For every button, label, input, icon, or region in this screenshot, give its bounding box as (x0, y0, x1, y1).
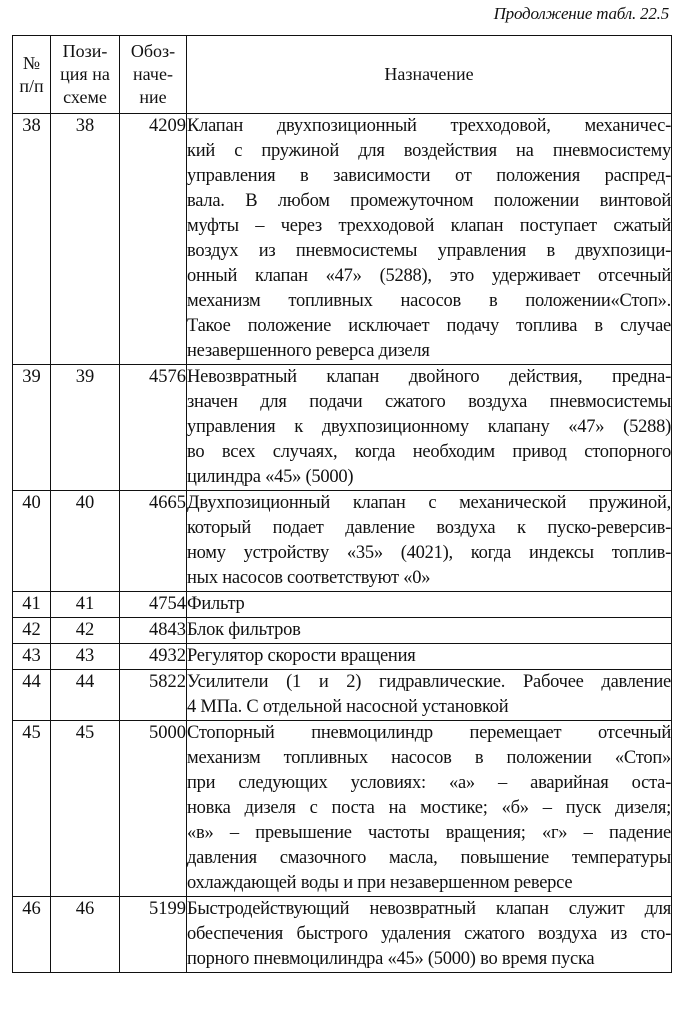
row-designation: 4209 (120, 114, 187, 365)
row-designation: 4754 (120, 592, 187, 618)
row-position: 44 (51, 670, 120, 721)
row-number: 44 (13, 670, 51, 721)
row-designation: 4665 (120, 491, 187, 592)
header-position-line: Пози- (62, 41, 108, 61)
table-row (13, 365, 672, 491)
table-row (13, 644, 672, 670)
purpose-line: Усилители (1 и 2) гидравлические. Рабочее давление (187, 672, 671, 692)
table-row (13, 618, 672, 644)
purpose-line: ному устройству «35» (4021), когда индексы топлив- (187, 543, 671, 563)
row-designation: 4843 (120, 618, 187, 644)
purpose-line: онный клапан «47» (5288), это удерживает отсечный (187, 266, 671, 286)
specification-table (12, 35, 672, 973)
purpose-line: вала. В любом промежуточном положении винтовой (187, 191, 671, 211)
purpose-line: управления в зависимости от положения распред- (187, 166, 671, 186)
row-purpose (187, 365, 672, 491)
header-designation-line: Обоз- (130, 41, 176, 61)
purpose-line: Невозвратный клапан двойного действия, предна- (187, 367, 671, 387)
purpose-line: Двухпозиционный клапан с механической пружиной, (187, 493, 671, 513)
row-purpose (187, 644, 672, 670)
row-number: 46 (13, 897, 51, 973)
row-position: 43 (51, 644, 120, 670)
header-position (51, 36, 120, 114)
row-position: 40 (51, 491, 120, 592)
table-row (13, 670, 672, 721)
row-position: 45 (51, 721, 120, 897)
purpose-line: цилиндра «45» (5000) (187, 467, 354, 487)
row-number: 40 (13, 491, 51, 592)
table-header-row (13, 36, 672, 114)
row-number: 39 (13, 365, 51, 491)
row-designation: 5199 (120, 897, 187, 973)
purpose-line: Клапан двухпозиционный трехходовой, механичес- (187, 116, 671, 136)
header-num (13, 36, 51, 114)
purpose-line: Блок фильтров (187, 620, 301, 640)
row-number: 38 (13, 114, 51, 365)
header-num-line: № (22, 52, 41, 73)
table-row (13, 114, 672, 365)
table-row (13, 897, 672, 973)
purpose-line: значен для подачи сжатого воздуха пневмосистемы (187, 392, 671, 412)
purpose-line: новка дизеля с поста на мостике; «б» – пуск дизеля; (187, 798, 671, 818)
purpose-line: Быстродействующий невозвратный клапан служит для (187, 899, 671, 919)
purpose-line: управления к двухпозиционному клапану «47» (5288) (187, 417, 671, 437)
header-designation (120, 36, 187, 114)
table-row (13, 592, 672, 618)
table-row (13, 721, 672, 897)
purpose-line: механизм топливных насосов в положении «Стоп» (187, 748, 671, 768)
row-purpose (187, 114, 672, 365)
row-number: 42 (13, 618, 51, 644)
row-purpose (187, 592, 672, 618)
purpose-line: ных насосов соответствуют «0» (187, 568, 431, 588)
purpose-line: кий с пружиной для воздействия на пневмосистему (187, 141, 671, 161)
row-designation: 5822 (120, 670, 187, 721)
purpose-line: 4 МПа. С отдельной насосной установкой (187, 697, 509, 717)
header-purpose: Назначение (187, 36, 672, 114)
header-position-line: ция на (60, 64, 110, 84)
row-purpose (187, 670, 672, 721)
row-number: 41 (13, 592, 51, 618)
purpose-line: механизм топливных насосов в положении«Стоп». (187, 291, 671, 311)
header-designation-line: ние (139, 87, 167, 107)
row-designation: 4932 (120, 644, 187, 670)
purpose-line: во всех случаях, когда необходим привод стопорного (187, 442, 671, 462)
purpose-line: охлаждающей воды и при незавершенном реверсе (187, 873, 573, 893)
purpose-line: порного пневмоцилиндра «45» (5000) во время пуска (187, 949, 595, 969)
row-designation: 4576 (120, 365, 187, 491)
row-number: 45 (13, 721, 51, 897)
purpose-line: муфты – через трехходовой клапан поступает сжатый (187, 216, 671, 236)
purpose-line: который подает давление воздуха к пуско-реверсив- (187, 518, 671, 538)
table-caption: Продолжение табл. 22.5 (493, 4, 669, 23)
header-num-line: п/п (19, 75, 44, 96)
purpose-line: при следующих условиях: «а» – аварийная оста- (187, 773, 671, 793)
row-number: 43 (13, 644, 51, 670)
purpose-line: незавершенного реверса дизеля (187, 341, 430, 361)
purpose-line: давления смазочного масла, повышение температуры (187, 848, 671, 868)
row-position: 41 (51, 592, 120, 618)
row-position: 39 (51, 365, 120, 491)
purpose-line: воздух из пневмосистемы управления в двухпозици- (187, 241, 671, 261)
row-designation: 5000 (120, 721, 187, 897)
table-body (13, 114, 672, 973)
purpose-line: Стопорный пневмоцилиндр перемещает отсечный (187, 723, 671, 743)
row-position: 42 (51, 618, 120, 644)
row-purpose (187, 491, 672, 592)
purpose-line: обеспечения быстрого удаления сжатого воздуха из сто- (187, 924, 671, 944)
header-position-line: схеме (63, 87, 107, 107)
purpose-line: Фильтр (187, 594, 245, 614)
purpose-line: «в» – превышение частоты вращения; «г» – падение (187, 823, 671, 843)
row-purpose (187, 897, 672, 973)
row-purpose (187, 618, 672, 644)
purpose-line: Регулятор скорости вращения (187, 646, 416, 666)
row-purpose (187, 721, 672, 897)
row-position: 38 (51, 114, 120, 365)
purpose-line: Такое положение исключает подачу топлива в случае (187, 316, 671, 336)
table-row (13, 491, 672, 592)
row-position: 46 (51, 897, 120, 973)
header-designation-line: наче- (133, 64, 173, 84)
